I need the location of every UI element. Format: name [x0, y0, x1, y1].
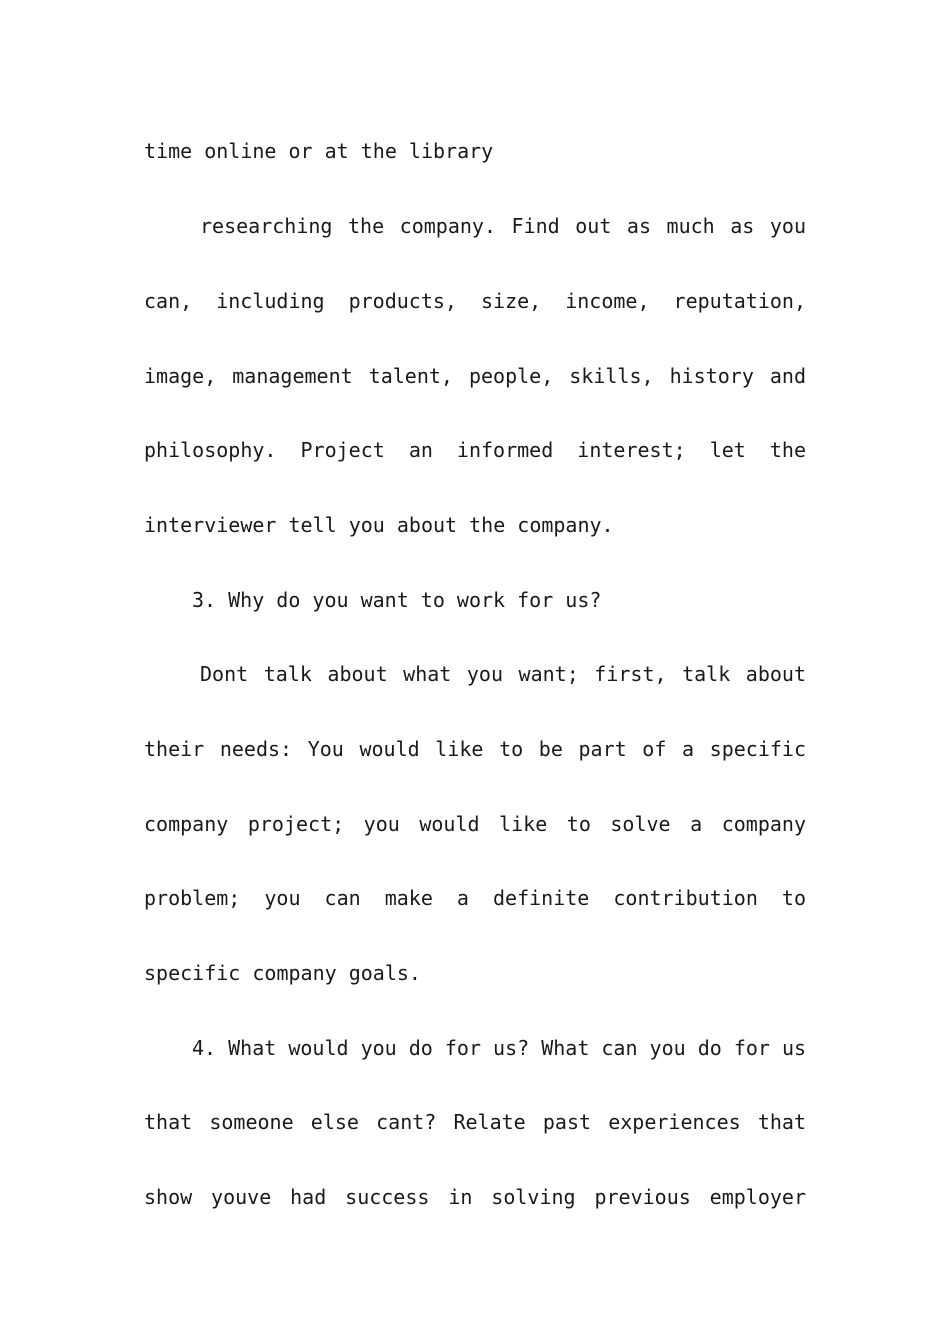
text-line: that someone else cant? Relate past experiences that — [144, 1110, 806, 1134]
text-line: can, including products, size, income, reputation, — [144, 289, 806, 313]
text-line: specific company goals. — [144, 961, 421, 985]
text-line: Dont talk about what you want; first, talk about — [200, 662, 806, 686]
text-line: time online or at the library — [144, 139, 494, 163]
text-line: problem; you can make a definite contribution to — [144, 886, 806, 910]
text-line: their needs: You would like to be part of a specific — [144, 737, 806, 761]
text-line: researching the company. Find out as much as you — [200, 214, 806, 238]
list-item-heading: 3. Why do you want to work for us? — [192, 588, 602, 612]
text-line: philosophy. Project an informed interest; let the — [144, 438, 806, 462]
text-line: interviewer tell you about the company. — [144, 513, 614, 537]
list-item-heading: 4. What would you do for us? What can you do for us — [192, 1036, 807, 1060]
text-line: image, management talent, people, skills, history and — [144, 364, 806, 388]
text-line: show youve had success in solving previous employer — [144, 1185, 806, 1209]
text-line: company project; you would like to solve a company — [144, 812, 806, 836]
